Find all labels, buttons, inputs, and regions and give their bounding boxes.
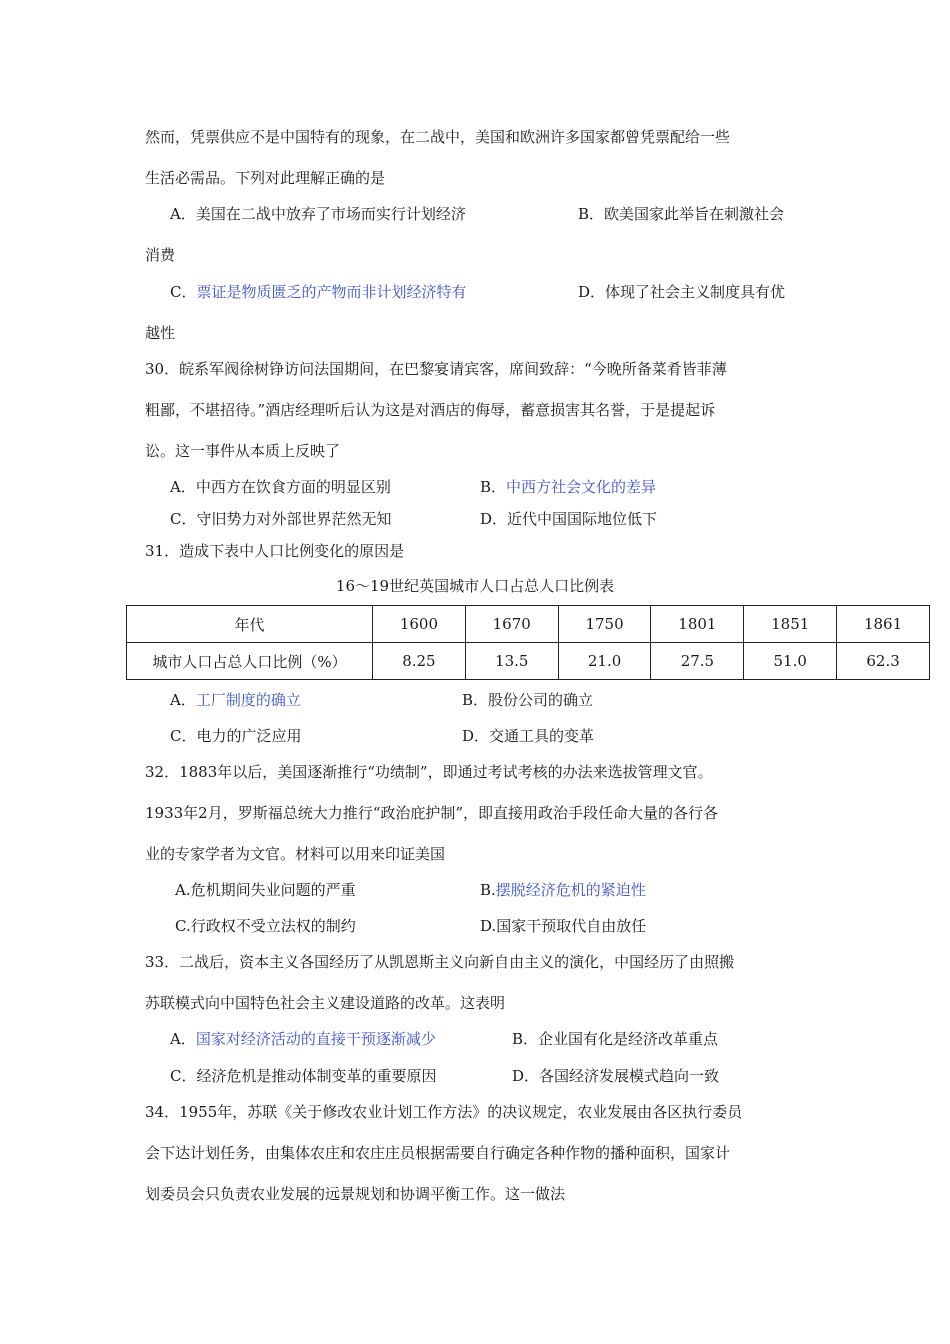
q29-option-c-text: 票证是物质匮乏的产物而非计划经济特有	[196, 283, 467, 301]
q29-option-d-cont: 越性	[145, 324, 176, 342]
q32-option-b[interactable]	[480, 880, 646, 900]
table-row	[127, 643, 930, 680]
q32-option-d[interactable]: D.国家干预取代自由放任	[480, 917, 647, 935]
q29-stem-line1: 然而，凭票供应不是中国特有的现象，在二战中，美国和欧洲许多国家都曾凭票配给一些	[145, 128, 731, 146]
q33-option-b[interactable]: B．企业国有化是经济改革重点	[512, 1030, 719, 1048]
q29-option-b-cont: 消费	[145, 246, 176, 264]
q29-option-d[interactable]: D．体现了社会主义制度具有优	[578, 283, 786, 301]
table-header-label: 年代	[127, 606, 373, 643]
q32-stem-line3: 业的专家学者为文官。材料可以用来印证美国	[145, 845, 446, 863]
table-year-cell: 1801	[651, 606, 744, 643]
table-year-cell: 1861	[837, 606, 930, 643]
q30-stem-line2: 粗鄙，不堪招待。”酒店经理听后认为这是对酒店的侮辱，蓄意损害其名誉，于是提起诉	[145, 401, 716, 419]
q31-option-c[interactable]: C．电力的广泛应用	[170, 727, 302, 745]
q30-stem-line1: 30．皖系军阀徐树铮访问法国期间，在巴黎宴请宾客，席间致辞：“今晚所备菜肴皆菲薄	[145, 360, 727, 378]
q31-option-a[interactable]	[170, 690, 301, 710]
q31-option-a-text: 工厂制度的确立	[195, 691, 301, 709]
population-table	[126, 605, 930, 680]
q30-option-b[interactable]	[480, 477, 656, 497]
q29-stem-line2: 生活必需品。下列对此理解正确的是	[145, 169, 386, 187]
q32-option-c[interactable]: C.行政权不受立法权的制约	[175, 917, 356, 935]
table-row-label: 城市人口占总人口比例（%）	[127, 643, 373, 680]
q32-option-b-text: 摆脱经济危机的紧迫性	[495, 881, 646, 899]
table-header-row	[127, 606, 930, 643]
q34-stem-line2: 会下达计划任务，由集体农庄和农庄庄员根据需要自行确定各种作物的播种面积，国家计	[145, 1144, 731, 1162]
q32-option-b-prefix: B.	[480, 881, 496, 899]
q33-option-d[interactable]: D．各国经济发展模式趋向一致	[512, 1067, 720, 1085]
q32-option-a[interactable]: A.危机期间失业问题的严重	[175, 881, 356, 899]
q33-option-c[interactable]: C．经济危机是推动体制变革的重要原因	[170, 1067, 437, 1085]
q31-option-d[interactable]: D．交通工具的变革	[462, 727, 595, 745]
q33-stem-line2: 苏联模式向中国特色社会主义建设道路的改革。这表明	[145, 994, 506, 1012]
q33-option-a-text: 国家对经济活动的直接干预逐渐减少	[195, 1030, 436, 1048]
q33-stem-line1: 33．二战后，资本主义各国经历了从凯恩斯主义向新自由主义的演化，中国经历了由照搬	[145, 953, 735, 971]
q30-option-b-prefix: B．	[480, 478, 507, 496]
table-year-cell: 1670	[465, 606, 558, 643]
table-value-cell: 27.5	[651, 643, 744, 680]
table-year-cell: 1600	[373, 606, 466, 643]
table-value-cell: 13.5	[465, 643, 558, 680]
table-value-cell: 8.25	[373, 643, 466, 680]
q30-option-a[interactable]: A．中西方在饮食方面的明显区别	[170, 478, 391, 496]
q34-stem-line3: 划委员会只负责农业发展的远景规划和协调平衡工作。这一做法	[145, 1185, 566, 1203]
q31-stem: 31．造成下表中人口比例变化的原因是	[145, 542, 405, 560]
q32-stem-line1: 32．1883年以后，美国逐渐推行“功绩制”，即通过考试考核的办法来选拔管理文官。	[145, 763, 713, 781]
table-year-cell: 1851	[744, 606, 837, 643]
q33-option-a-prefix: A．	[170, 1030, 196, 1048]
q30-option-b-text: 中西方社会文化的差异	[506, 478, 657, 496]
q30-stem-line3: 讼。这一事件从本质上反映了	[145, 442, 341, 460]
q31-option-b[interactable]: B．股份公司的确立	[462, 691, 594, 709]
q30-option-d[interactable]: D．近代中国国际地位低下	[480, 510, 658, 528]
table-value-cell: 21.0	[558, 643, 651, 680]
q31-table-title: 16～19世纪英国城市人口占总人口比例表	[335, 577, 615, 595]
q34-stem-line1: 34．1955年，苏联《关于修改农业计划工作方法》的决议规定，农业发展由各区执行委员	[145, 1103, 743, 1121]
table-value-cell: 62.3	[837, 643, 930, 680]
q30-option-c[interactable]: C．守旧势力对外部世界茫然无知	[170, 510, 392, 528]
q29-option-c-prefix: C．	[170, 283, 197, 301]
q29-option-a[interactable]: A．美国在二战中放弃了市场而实行计划经济	[170, 205, 466, 223]
q29-option-b[interactable]: B．欧美国家此举旨在刺激社会	[578, 205, 785, 223]
q29-option-c[interactable]	[170, 282, 467, 302]
q32-stem-line2: 1933年2月，罗斯福总统大力推行“政治庇护制”，即直接用政治手段任命大量的各行各	[145, 804, 719, 822]
q31-option-a-prefix: A．	[170, 691, 196, 709]
q33-option-a[interactable]	[170, 1029, 436, 1049]
table-year-cell: 1750	[558, 606, 651, 643]
table-value-cell: 51.0	[744, 643, 837, 680]
